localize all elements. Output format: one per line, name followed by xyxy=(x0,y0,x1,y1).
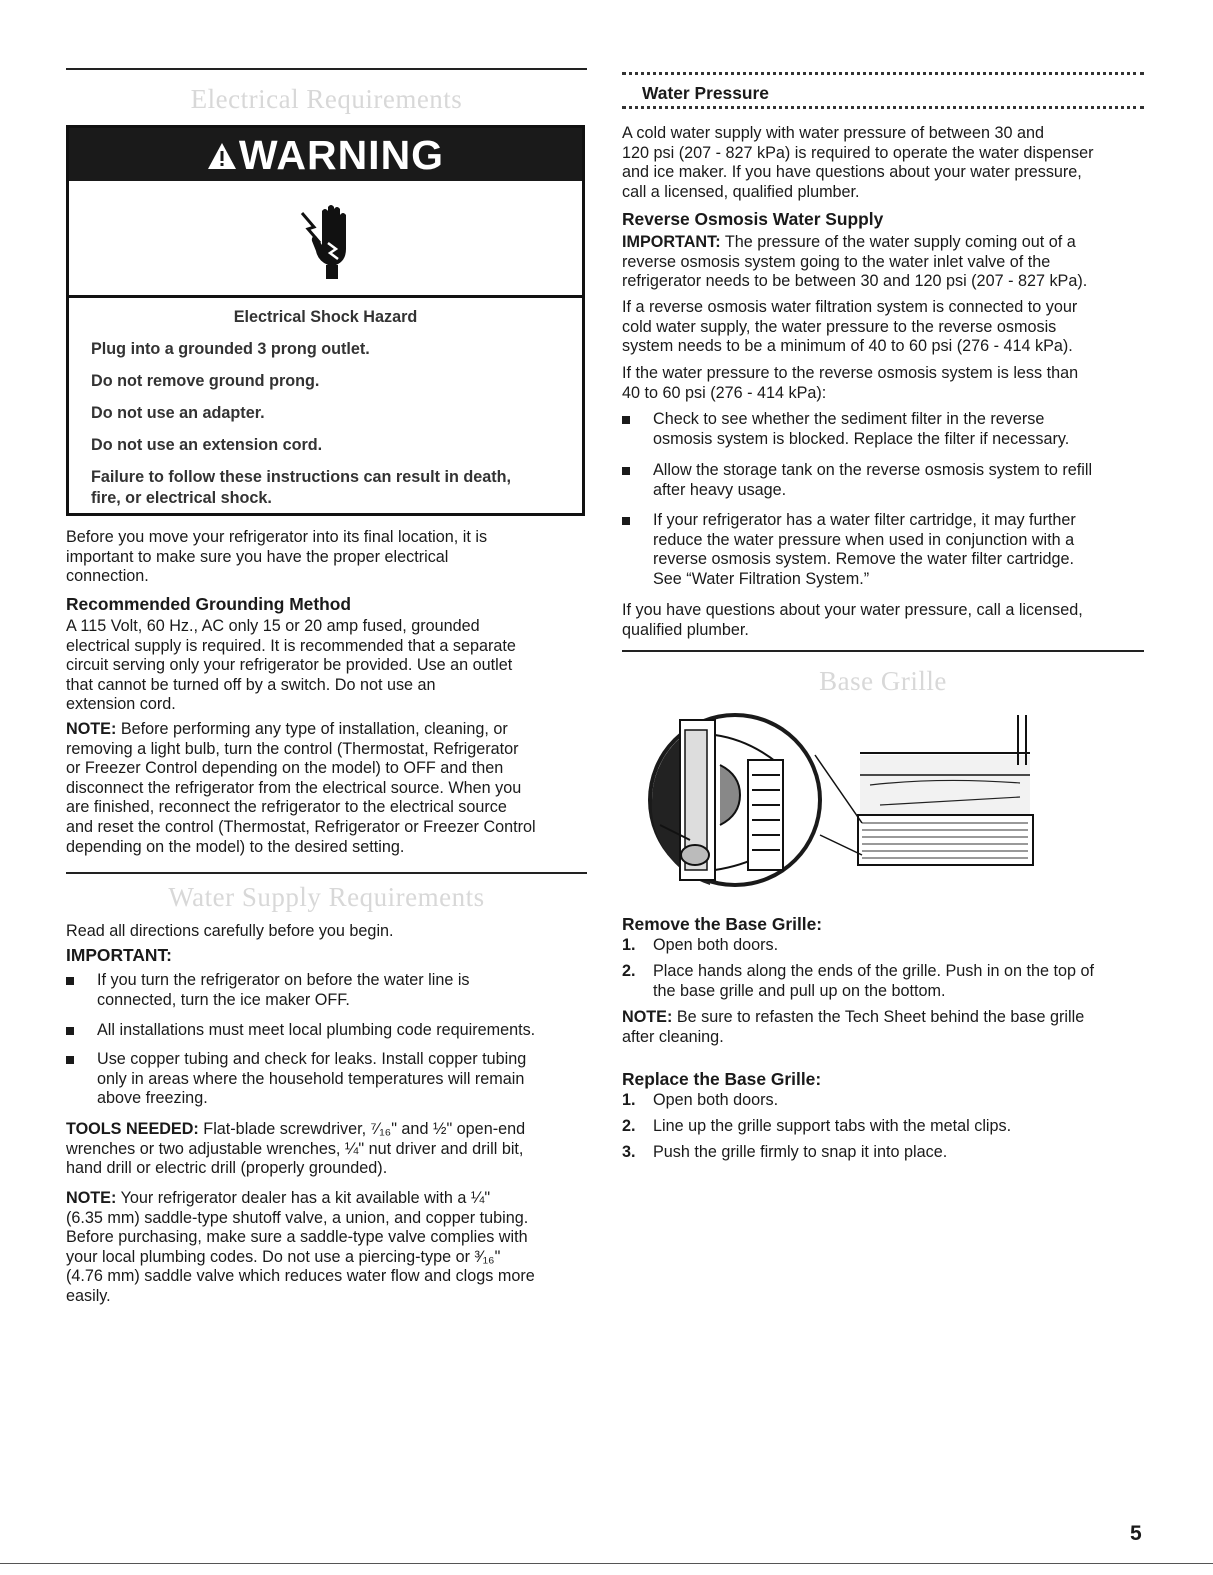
text-line: or Freezer Control depending on the model) to OFF and then xyxy=(66,759,504,778)
text-line: 120 psi (207 - 827 kPa) is required to operate the water dispenser xyxy=(622,143,1094,162)
electrical-note xyxy=(66,720,588,857)
replace-grille-heading: Replace the Base Grille: xyxy=(622,1069,822,1089)
text-line: hand drill or electric drill (properly grounded). xyxy=(66,1159,388,1178)
note-label: NOTE: xyxy=(66,1189,117,1207)
water-pressure-intro xyxy=(622,124,1152,202)
text-line: Open both doors. xyxy=(653,1091,779,1109)
shock-icon-area xyxy=(69,181,582,298)
section-rule xyxy=(622,650,1144,652)
step-number: 1. xyxy=(622,1091,636,1109)
text-line: connected, turn the ice maker OFF. xyxy=(97,990,350,1009)
text-line: Allow the storage tank on the reverse osmosis system to refill xyxy=(653,461,1093,479)
bullet-icon xyxy=(66,1027,74,1035)
text-line: call a licensed, qualified plumber. xyxy=(622,182,860,201)
bullet-icon xyxy=(622,467,630,475)
text-line: Line up the grille support tabs with the metal clips. xyxy=(653,1117,1012,1135)
base-grille-note xyxy=(622,1008,1152,1047)
text-line: A 115 Volt, 60 Hz., AC only 15 or 20 amp fused, grounded xyxy=(66,617,480,635)
warning-header-text: WARNING xyxy=(238,132,445,178)
text-line: are finished, reconnect the refrigerator to the electrical source xyxy=(66,798,507,817)
bullet-icon xyxy=(66,1056,74,1064)
text-line: Use copper tubing and check for leaks. Install copper tubing xyxy=(97,1050,527,1068)
warning-line: fire, or electrical shock. xyxy=(91,489,272,507)
ro-important xyxy=(622,233,1152,292)
text-line: your local plumbing codes. Do not use a piercing-type or ³⁄₁₆" xyxy=(66,1247,501,1266)
tools-needed xyxy=(66,1120,588,1179)
bullet-icon xyxy=(622,416,630,424)
text-line: system needs to be a minimum of 40 to 60 psi (276 - 414 kPa). xyxy=(622,337,1073,356)
warning-line: Plug into a grounded 3 prong outlet. xyxy=(91,340,370,358)
list-item xyxy=(66,1021,596,1041)
warning-line: Do not use an adapter. xyxy=(91,404,265,422)
text-line: circuit serving only your refrigerator be provided. Use an outlet xyxy=(66,656,513,675)
text-line: If you turn the refrigerator on before the water line is xyxy=(97,971,470,989)
dotted-rule xyxy=(622,106,1144,109)
list-item xyxy=(66,971,588,1011)
step-number: 2. xyxy=(622,962,636,980)
text-line: wrenches or two adjustable wrenches, ¼" nut driver and drill bit, xyxy=(66,1139,524,1158)
text-line: refrigerator needs to be between 30 and 120 psi (207 - 827 kPa). xyxy=(622,272,1088,291)
text-line: electrical supply is required. It is recommended that a separate xyxy=(66,636,516,655)
text-line: All installations must meet local plumbing code requirements. xyxy=(97,1021,536,1039)
text-line: See “Water Filtration System.” xyxy=(653,569,870,588)
text-line: Before performing any type of installation, cleaning, or xyxy=(116,720,508,738)
text-line: reverse osmosis system going to the water inlet valve of the xyxy=(622,252,1051,271)
list-item xyxy=(622,962,1152,1002)
base-grille-title: Base Grille xyxy=(819,666,947,696)
text-line: Open both doors. xyxy=(653,936,779,954)
list-item xyxy=(622,410,1152,450)
text-line: extension cord. xyxy=(66,695,176,714)
top-rule-left xyxy=(66,68,587,70)
text-line: only in areas where the household temperatures will remain xyxy=(97,1069,525,1088)
text-line: qualified plumber. xyxy=(622,620,749,639)
text-line: Flat-blade screwdriver, ⁷⁄₁₆" and ½" open-end xyxy=(198,1120,526,1138)
important-label: IMPORTANT: xyxy=(622,233,721,251)
section-rule xyxy=(66,872,587,874)
water-pressure-heading: Water Pressure xyxy=(642,83,769,103)
important-heading: IMPORTANT: xyxy=(66,945,172,965)
text-line: Before you move your refrigerator into its final location, it is xyxy=(66,528,488,546)
text-line: If a reverse osmosis water filtration system is connected to your xyxy=(622,298,1078,316)
page-number: 5 xyxy=(1130,1522,1142,1545)
text-line: depending on the model) to the desired setting. xyxy=(66,837,405,856)
text-line: connection. xyxy=(66,567,149,586)
text-line: disconnect the refrigerator from the electrical source. When you xyxy=(66,778,522,797)
warning-line: Do not use an extension cord. xyxy=(91,436,323,454)
text-line: The pressure of the water supply coming out of a xyxy=(720,233,1076,251)
water-supply-note xyxy=(66,1189,588,1307)
water-pressure-closing xyxy=(622,601,1152,640)
electrical-intro xyxy=(66,528,588,587)
text-line: after cleaning. xyxy=(622,1027,724,1046)
warning-header xyxy=(69,128,582,181)
text-line: 40 to 60 psi (276 - 414 kPa): xyxy=(622,383,827,402)
text-line: Push the grille firmly to snap it into place. xyxy=(653,1143,948,1161)
text-line: and reset the control (Thermostat, Refrigerator or Freezer Control xyxy=(66,817,536,836)
text-line: (6.35 mm) saddle-type shutoff valve, a union, and copper tubing. xyxy=(66,1208,529,1227)
text-line: Check to see whether the sediment filter in the reverse xyxy=(653,410,1045,428)
ro-paragraph xyxy=(622,364,1152,403)
list-item xyxy=(622,461,1152,501)
water-supply-intro: Read all directions carefully before you begin. xyxy=(66,922,394,940)
text-line: If you have questions about your water pressure, call a licensed, xyxy=(622,601,1083,619)
list-item xyxy=(622,1143,1152,1163)
text-line: that cannot be turned off by a switch. Do not use an xyxy=(66,675,436,694)
ro-paragraph xyxy=(622,298,1152,357)
remove-grille-heading: Remove the Base Grille: xyxy=(622,914,823,934)
text-line: and ice maker. If you have questions about your water pressure, xyxy=(622,163,1082,182)
warning-box xyxy=(66,125,585,516)
grounding-text xyxy=(66,617,588,715)
electrical-shock-hand-icon xyxy=(298,203,358,281)
text-line: osmosis system is blocked. Replace the filter if necessary. xyxy=(653,429,1070,448)
warning-line: Do not remove ground prong. xyxy=(91,372,320,390)
text-line: A cold water supply with water pressure of between 30 and xyxy=(622,124,1045,142)
warning-hazard-title: Electrical Shock Hazard xyxy=(233,308,418,326)
step-number: 1. xyxy=(622,936,636,954)
reverse-osmosis-heading: Reverse Osmosis Water Supply xyxy=(622,209,884,229)
text-line: the base grille and pull up on the bottom. xyxy=(653,981,946,1000)
top-dotted-rule xyxy=(622,72,1144,75)
text-line: above freezing. xyxy=(97,1089,208,1108)
text-line: If your refrigerator has a water filter cartridge, it may further xyxy=(653,511,1076,529)
text-line: Place hands along the ends of the grille. Push in on the top of xyxy=(653,962,1094,980)
note-label: NOTE: xyxy=(622,1008,673,1026)
list-item xyxy=(622,1117,1152,1137)
bullet-icon xyxy=(66,977,74,985)
warning-line: Failure to follow these instructions can result in death, xyxy=(91,468,512,486)
bottom-rule xyxy=(0,1563,1213,1564)
text-line: easily. xyxy=(66,1286,111,1305)
electrical-title: Electrical Requirements xyxy=(190,84,463,114)
text-line: reverse osmosis system. Remove the water filter cartridge. xyxy=(653,550,1075,569)
tools-label: TOOLS NEEDED: xyxy=(66,1120,199,1138)
base-grille-illustration xyxy=(640,705,1040,890)
list-item xyxy=(66,1050,588,1110)
text-line: If the water pressure to the reverse osmosis system is less than xyxy=(622,364,1079,382)
text-line: Before purchasing, make sure a saddle-type valve complies with xyxy=(66,1228,528,1247)
text-line: important to make sure you have the proper electrical xyxy=(66,547,449,566)
text-line: removing a light bulb, turn the control (Thermostat, Refrigerator xyxy=(66,739,519,758)
grounding-heading: Recommended Grounding Method xyxy=(66,594,352,614)
list-item xyxy=(622,1091,1152,1111)
step-number: 3. xyxy=(622,1143,636,1161)
text-line: reduce the water pressure when used in conjunction with a xyxy=(653,530,1075,549)
text-line: cold water supply, the water pressure to the reverse osmosis xyxy=(622,317,1057,336)
warning-triangle-icon xyxy=(207,130,237,185)
text-line: (4.76 mm) saddle valve which reduces water flow and clogs more xyxy=(66,1267,535,1286)
text-line: Your refrigerator dealer has a kit available with a ¼" xyxy=(116,1189,491,1207)
list-item xyxy=(622,511,1152,591)
text-line: after heavy usage. xyxy=(653,480,787,499)
list-item xyxy=(622,936,1152,956)
text-line: Be sure to refasten the Tech Sheet behind the base grille xyxy=(672,1008,1085,1026)
water-supply-title: Water Supply Requirements xyxy=(168,882,485,912)
step-number: 2. xyxy=(622,1117,636,1135)
bullet-icon xyxy=(622,517,630,525)
note-label: NOTE: xyxy=(66,720,117,738)
